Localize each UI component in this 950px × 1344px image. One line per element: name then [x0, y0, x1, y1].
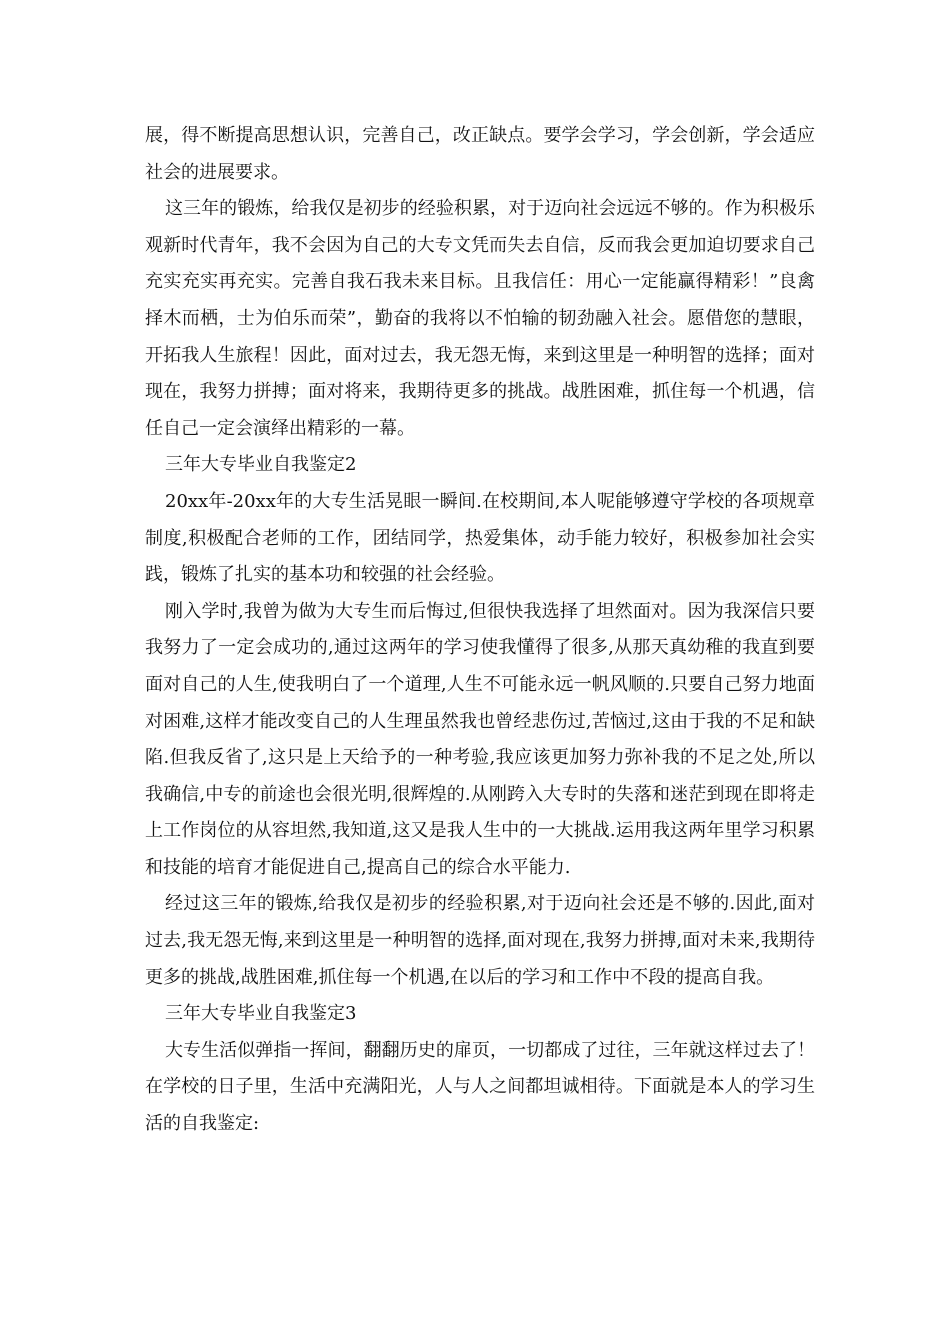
paragraph-intro-3: 大专生活似弹指一挥间，翻翻历史的扉页，一切都成了过往，三年就这样过去了！在学校的日子里，生活中充满阳光，人与人之间都坦诚相待。下面就是本人的学习生活的自我鉴定: [145, 1039, 815, 1135]
section-heading-3: 三年大专毕业自我鉴定3 [165, 1003, 357, 1025]
paragraph-continuation: 展，得不断提高思想认识，完善自己，改正缺点。要学会学习，学会创新，学会适应社会的进展要求。 [145, 125, 815, 183]
paragraph-three-years: 经过这三年的锻炼,给我仅是初步的经验积累,对于迈向社会还是不够的.因此,面对过去,我无怨无悔,来到这里是一种明智的选择,面对现在,我努力拼搏,面对未来,我期待更多的挑战,战胜困难,抓住每一个机遇,在以后的学习和工作中不段的提高自我。 [145, 893, 815, 988]
paragraph-college-life: 20xx年-20xx年的大专生活晃眼一瞬间.在校期间,本人呢能够遵守学校的各项规章制度,积极配合老师的工作，团结同学，热爱集体，动手能力较好，积极参加社会实践，锻炼了扎实的基本功和较强的社会经验。 [145, 490, 815, 586]
section-heading-2: 三年大专毕业自我鉴定2 [165, 454, 357, 476]
document-page [145, 118, 815, 1143]
paragraph-first-year: 刚入学时,我曾为做为大专生而后悔过,但很快我选择了坦然面对。因为我深信只要我努力了一定会成功的,通过这两年的学习使我懂得了很多,从那天真幼稚的我直到要面对自己的人生,使我明白了一个道理,人生不可能永远一帆风顺的.只要自己努力地面对困难,这样才能改变自己的人生理虽然我也曾经悲伤过,苦恼过,这由于我的不足和缺陷.但我反省了,这只是上天给予的一种考验,我应该更加努力弥补我的不足之处,所以我确信,中专的前途也会很光明,很辉煌的.从刚跨入大专时的失落和迷茫到现在即将走上工作岗位的从容坦然,我知道,这又是我人生中的一大挑战.运用我这两年里学习积累和技能的培育才能促进自己,提高自己的综合水平能力. [145, 600, 815, 878]
paragraph-summary: 这三年的锻炼，给我仅是初步的经验积累，对于迈向社会远远不够的。作为积极乐观新时代青年，我不会因为自己的大专文凭而失去自信，反而我会更加迫切要求自己充实充实再充实。完善自我石我未来目标。且我信任：用心一定能赢得精彩！”良禽择木而栖，士为伯乐而荣”，勤奋的我将以不怕输的韧劲融入社会。愿借您的慧眼，开拓我人生旅程！因此，面对过去，我无怨无悔，来到这里是一种明智的选择；面对现在，我努力拼搏；面对将来，我期待更多的挑战。战胜困难，抓住每一个机遇，信任自己一定会演绎出精彩的一幕。 [145, 198, 815, 439]
